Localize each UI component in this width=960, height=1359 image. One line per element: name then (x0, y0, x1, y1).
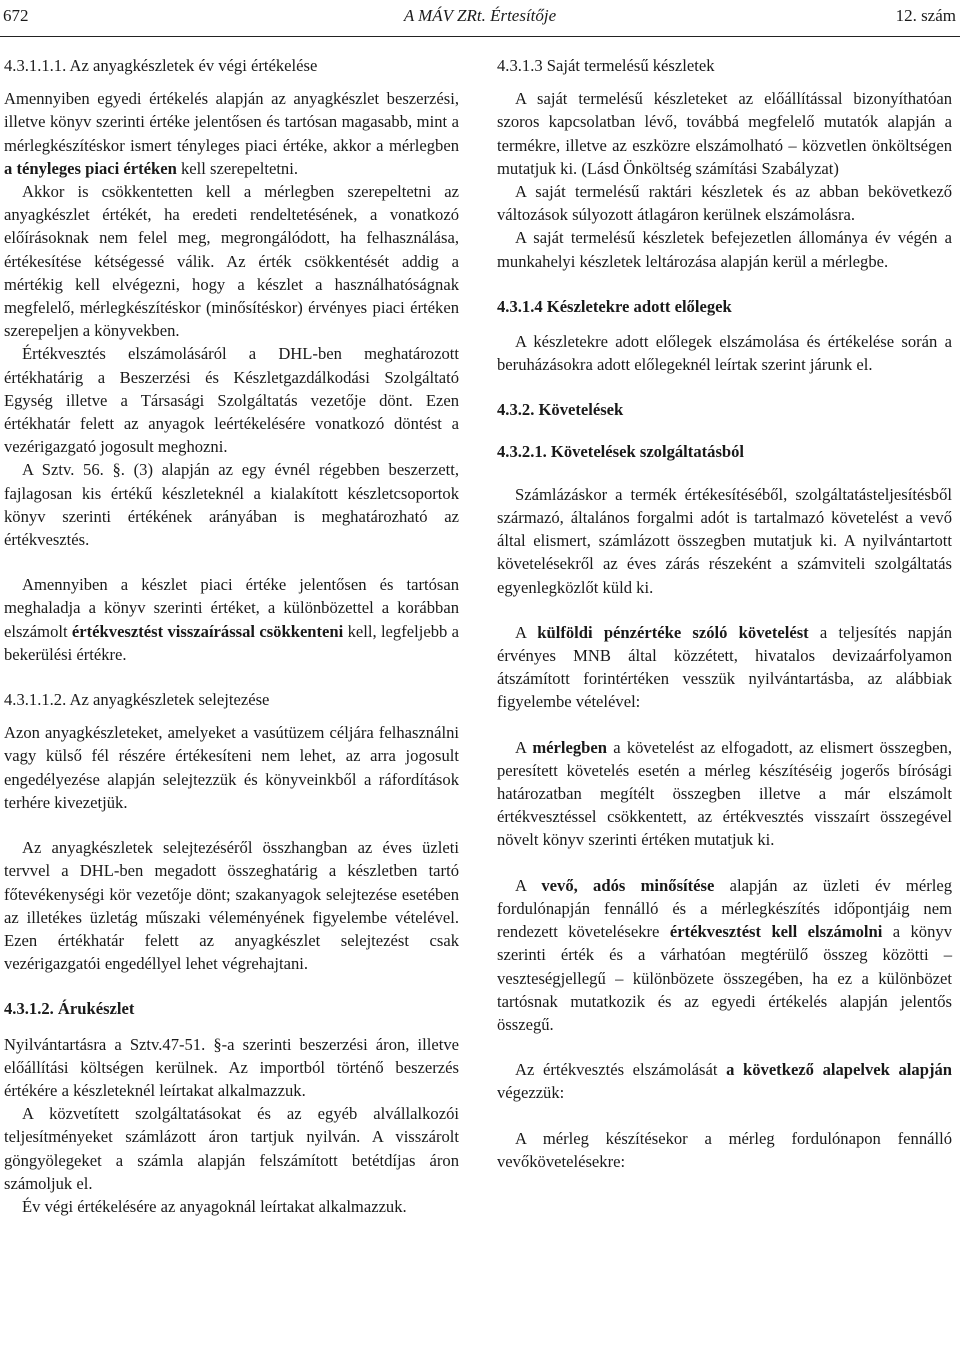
paragraph: Azon anyagkészleteket, amelyeket a vasútüzem céljára felhasználni vagy külső fél részére értékesíteni nem lehet, az arra jogosult engedélyezése alapján selejtezzük és könyveinkből a ráfordítások terhére kivezetjük. (4, 723, 459, 812)
paragraph: Számlázáskor a termék értékesítéséből, szolgáltatásteljesítésből származó, általános forgalmi adót is tartalmazó követelést a vevő által elismert, számlázott összegben mutatjuk ki. A nyilvántartott követelésekről az éves zárás részeként a számviteli szolgáltatás egyenlegközlőt küld ki. (497, 484, 952, 597)
paragraph: A készletekre adott előlegek elszámolása és értékelése során a beruházásokra adott előlegeknél leírtak szerint járunk el. (497, 332, 952, 375)
paragraph: A közvetített szolgáltatásokat és az egyéb alvállalkozói teljesítményeket számlázott áron tartjuk nyilván. A visszárolt göngyölegeket a számla alapján felszámított betétdíjas áron számoljuk el. (4, 1104, 459, 1193)
page-number: 672 (3, 6, 29, 25)
paragraph: A saját termelésű készleteket az előállítással bizonyíthatóan szoros kapcsolatban lévő, továbbá megfelelő mutatók alapján a termékre, illetve az eszközre elszámolható – közvetlen önköltségen mutatjuk ki. (Lásd Önköltség számítási Szabályzat) (497, 89, 952, 178)
section-heading-4-3-1-2: 4.3.1.2. Árukészlet (4, 999, 135, 1019)
paragraph: A mérlegben a követelést az elfogadott, az elismert összegben, peresített követelés esetén a mérleg készítéséig jogerős bírósági határozatban megítélt összegben illetve a már elszámolt értékvesztéssel csökkentett, az értékvesztés visszaírt összegével növelt könyv szerinti értéken mutatjuk ki. (497, 737, 952, 850)
issue-number: 12. szám (895, 6, 956, 25)
publication-title: A MÁV ZRt. Értesítője (403, 6, 557, 25)
section-heading-4-3-2-1: 4.3.2.1. Követelések szolgáltatásból (497, 441, 745, 461)
paragraph: Értékvesztés elszámolásáról a DHL-ben meghatározott értékhatárig a Beszerzési és Készletgazdálkodási Szolgáltató Egység illetve a Társasági Szolgáltatás vezetője dönt. Ezen értékhatár felett az anyagok leértékelésére vonatkozó döntést a vezérigazgató jogosult meghozni. (4, 344, 459, 457)
paragraph: Amennyiben a készlet piaci értéke jelentősen és tartósan meghaladja a könyv szerinti értéket, a különbözettel a korábban elszámolt értékvesztést visszaírással csökkenteni kell, legfeljebb a bekerülési értékre. (4, 575, 459, 664)
paragraph: Nyilvántartásra a Sztv.47-51. §-a szerinti beszerzési áron, illetve előállítási költségen kerülnek. Az importból történő beszerzés értékére a készleteknél leírtakat alkalmazzuk. (4, 1034, 459, 1100)
paragraph: A külföldi pénzértéke szóló követelést a teljesítés napján érvényes MNB által közzétett, hivatalos devizaárfolyamon átszámított forintértéken vesszük nyilvántartásba, az alábbiak figyelembe vételével: (497, 622, 952, 712)
paragraph: A saját termelésű készletek befejezetlen állománya év végén a munkahelyi készletek leltározása alapján kerül a mérlegbe. (497, 228, 952, 271)
section-heading-4-3-2: 4.3.2. Követelések (497, 400, 624, 420)
paragraph: A Sztv. 56. §. (3) alapján az egy évnél régebben beszerzett, fajlagosan kis értékű készleteknél a kialakított készletcsoportok könyv szerinti értékének arányában is meghatározható az értékvesztés. (4, 460, 459, 550)
paragraph: A vevő, adós minősítése alapján az üzleti év mérleg fordulónapján fennálló és a mérlegkészítés időpontjáig nem rendezett követelésekre értékvesztést kell elszámolni a könyv szerinti érték és a várhatóan megtérülő összeg közötti – veszteségjellegű – különbözete összegében, ha ez a különbözet tartósnak mutatkozik és az egyedi értékelés alapján jelentős összegű. (497, 875, 952, 1034)
header-rule (0, 36, 960, 37)
paragraph: Az anyagkészletek selejtezéséről összhangban az éves üzleti tervvel a DHL-ben megadott összeghatárig a készletben tartó főtevékenységi kör vezetője dönt; szakanyagok selejtezése esetében az illetékes üzletág műszaki véleményének figyelembe vételével. Ezen értékhatár felett az anyagkészlet selejtezést csak vezérigazgatói engedéllyel lehet végrehajtani. (4, 838, 459, 974)
right-column (497, 54, 952, 1173)
paragraph: A saját termelésű raktári készletek és az abban bekövetkező változások súlyozott átlagáron kerülnek elszámolásra. (497, 182, 952, 225)
section-heading-4-3-1-4: 4.3.1.4 Készletekre adott előlegek (497, 296, 732, 316)
paragraph: A mérleg készítésekor a mérleg fordulónapon fennálló vevőkövetelésekre: (497, 1128, 952, 1171)
paragraph: Év végi értékelésére az anyagoknál leírtakat alkalmazzuk. (22, 1196, 407, 1216)
running-header (0, 0, 960, 44)
paragraph: Akkor is csökkentetten kell a mérlegben szerepeltetni az anyagkészlet értékét, ha eredeti rendeltetésének, a vonatkozó előírásoknak nem felel meg, megrongálódott, ha felhasználása, értékesítése kétségessé válik. Az érték csökkentését addig a mértékig kell elvégezni, hogy a készlet a használhatóságnak megfelelő, mérlegkészítéskor (minősítéskor) érvényes piaci értéken szerepeljen a könyvekben. (4, 182, 459, 341)
paragraph: Az értékvesztés elszámolását a következő alapelvek alapján végezzük: (497, 1060, 952, 1103)
section-heading-4-3-1-3: 4.3.1.3 Saját termelésű készletek (497, 56, 715, 75)
paragraph: Amennyiben egyedi értékelés alapján az anyagkészlet beszerzési, illetve könyv szerinti értéke jelentősen és tartósan magasabb, mint a mérlegkészítéskor ismert tényleges piaci értéke, akkor a mérlegben a tényleges piaci értéken kell szerepeltetni. (4, 89, 459, 178)
section-heading-4-3-1-1-2: 4.3.1.1.2. Az anyagkészletek selejtezése (4, 690, 270, 710)
left-column (4, 54, 459, 1218)
section-heading-4-3-1-1-1: 4.3.1.1.1. Az anyagkészletek év végi értékelése (4, 56, 318, 75)
